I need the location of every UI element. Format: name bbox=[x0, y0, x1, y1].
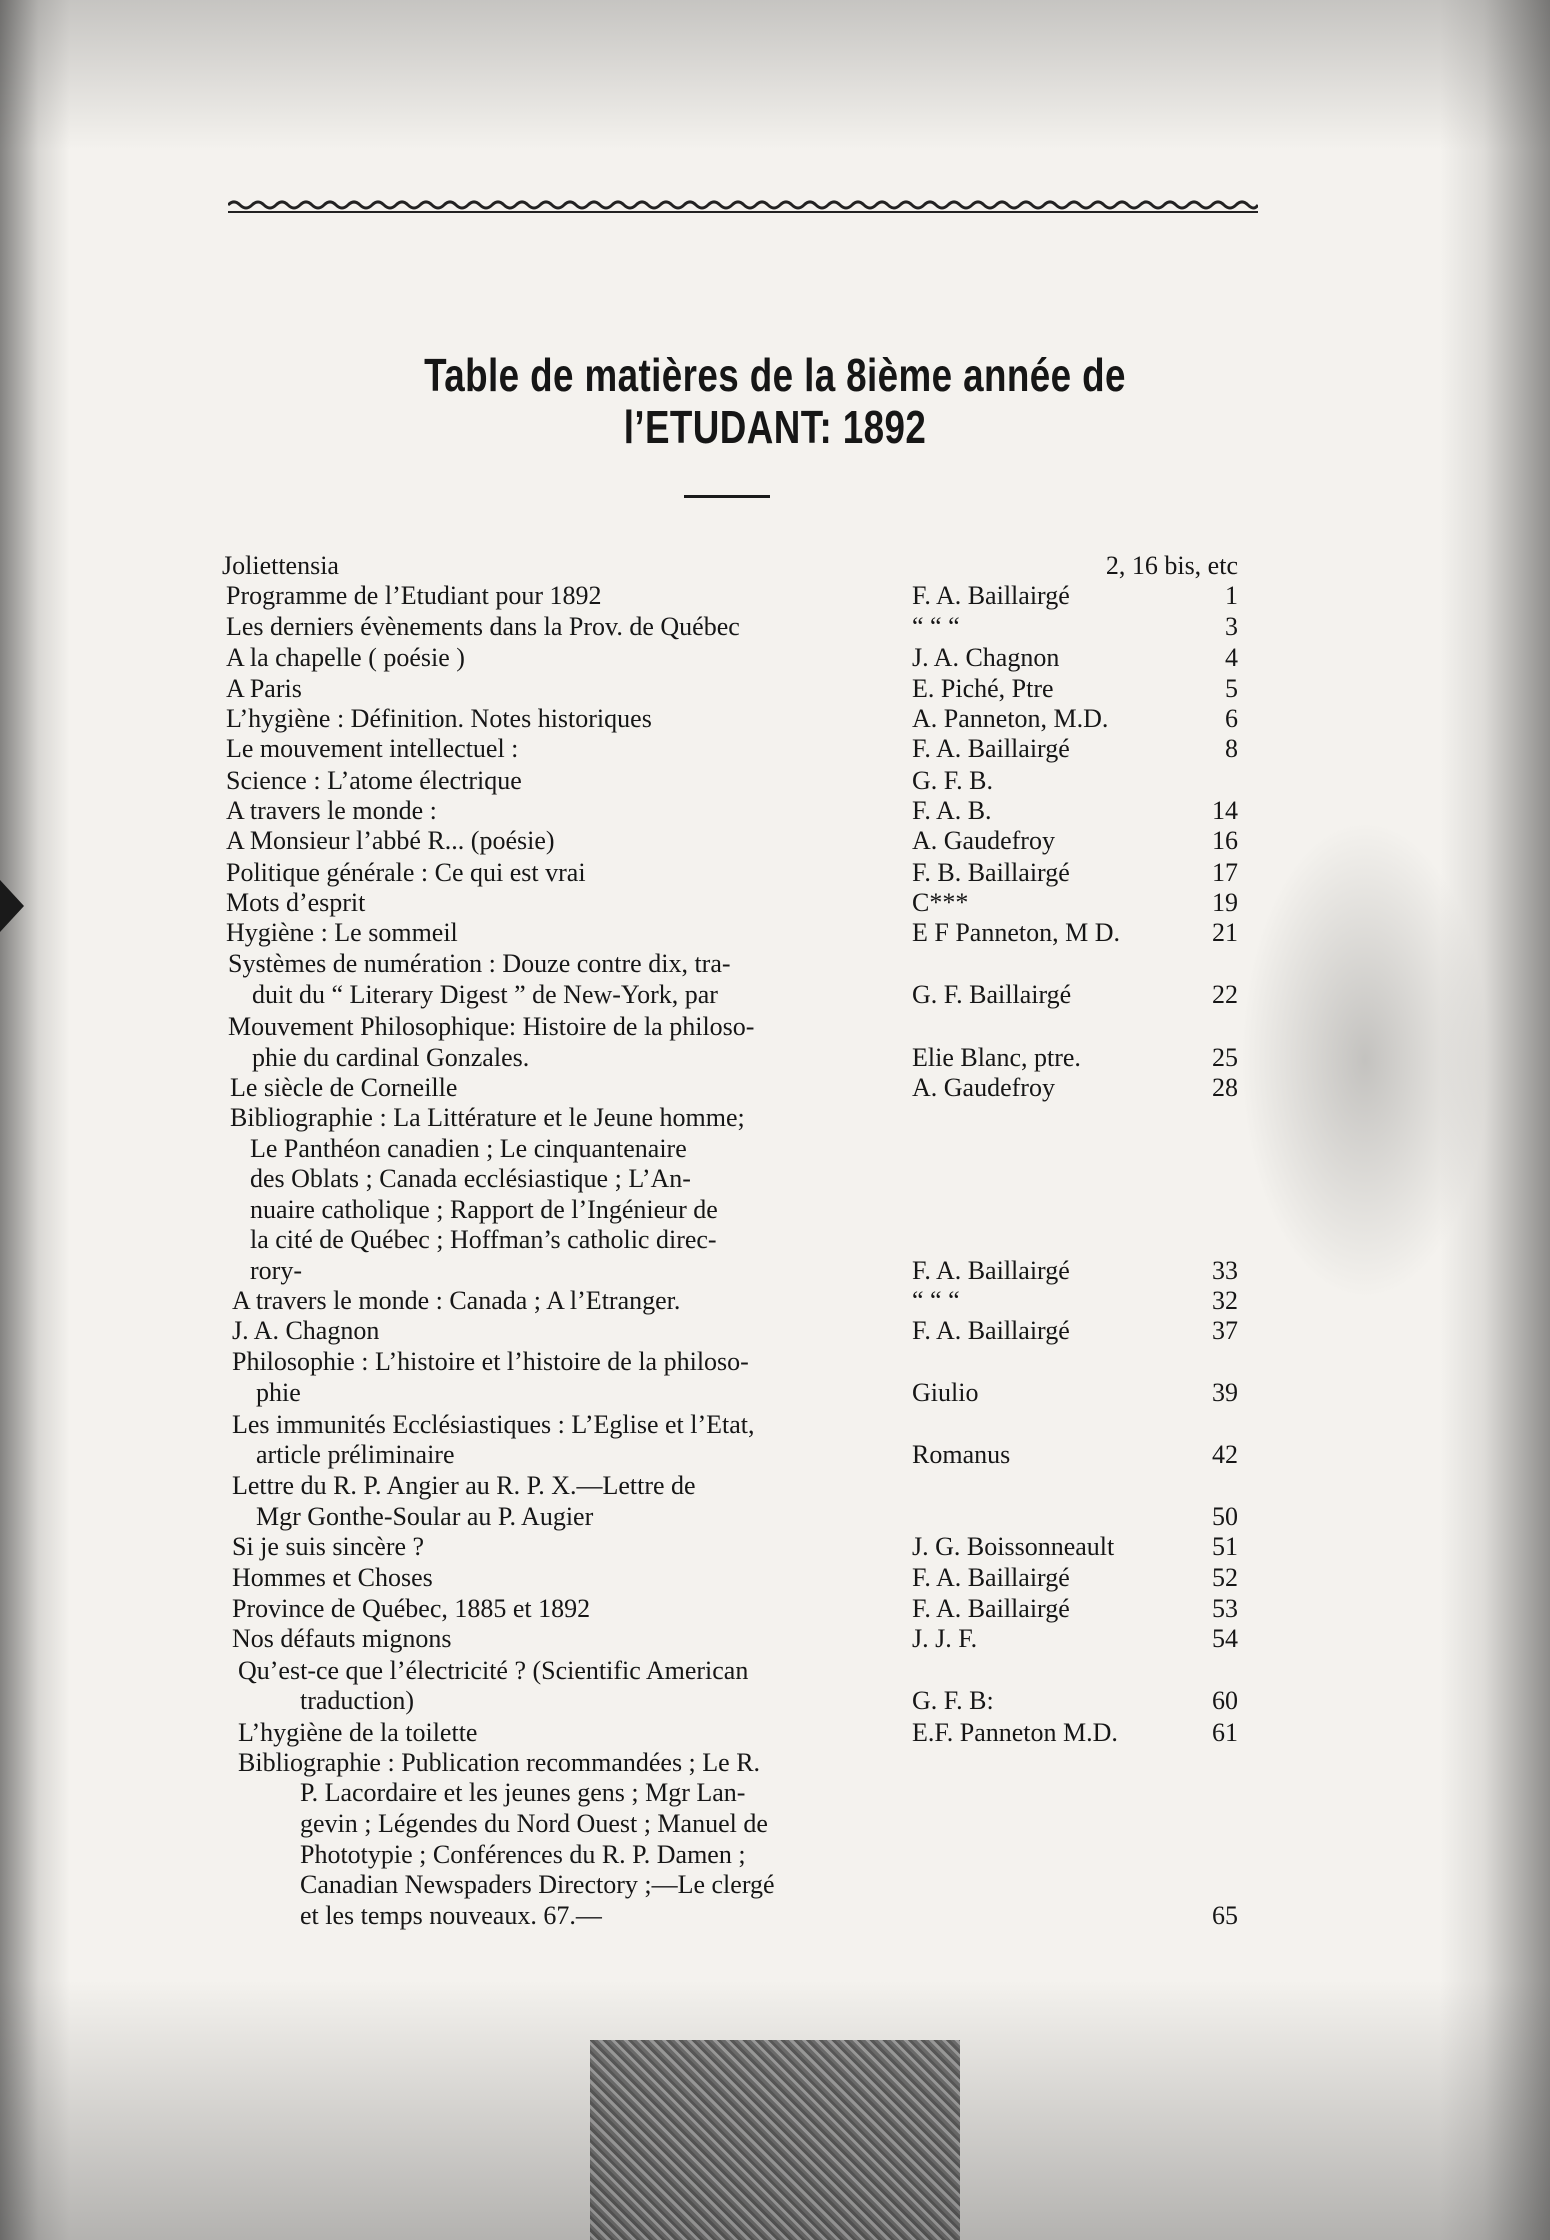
toc-entry bbox=[0, 1750, 1550, 1780]
toc-entry-page: 60 bbox=[1212, 1686, 1238, 1715]
toc-entry-page: 3 bbox=[1225, 612, 1238, 641]
toc-entry-title: Phototypie ; Conférences du R. P. Damen ; bbox=[300, 1840, 746, 1869]
toc-entry bbox=[0, 645, 1550, 675]
toc-entry-author: Giulio bbox=[912, 1378, 979, 1407]
toc-entry bbox=[0, 920, 1550, 950]
toc-entry-page: 28 bbox=[1212, 1073, 1238, 1102]
toc-entry bbox=[0, 1412, 1550, 1442]
toc-entry-page: 6 bbox=[1225, 704, 1238, 733]
toc-entry bbox=[0, 706, 1550, 736]
toc-entry-page: 65 bbox=[1212, 1901, 1238, 1930]
toc-entry bbox=[0, 1136, 1550, 1166]
toc-entry-page: 42 bbox=[1212, 1440, 1238, 1469]
toc-entry-author: G. F. B. bbox=[912, 766, 993, 795]
toc-entry bbox=[0, 1780, 1550, 1810]
toc-entry-title: Si je suis sincère ? bbox=[232, 1532, 425, 1561]
toc-entry bbox=[0, 1258, 1550, 1288]
toc-entry-page: 53 bbox=[1212, 1594, 1238, 1623]
toc-entry-title: phie bbox=[256, 1378, 301, 1407]
toc-entry-author: F. B. Baillairgé bbox=[912, 858, 1070, 887]
toc-entry-page: 2, 16 bis, etc bbox=[1105, 551, 1238, 580]
toc-entry bbox=[0, 1197, 1550, 1227]
toc-entry bbox=[0, 982, 1550, 1012]
toc-entry-title: Bibliographie : Publication recommandées ; Le R. bbox=[238, 1748, 761, 1777]
toc-entry bbox=[0, 1658, 1550, 1688]
toc-entry-page: 25 bbox=[1212, 1043, 1238, 1072]
toc-entry-author: J. J. F. bbox=[912, 1624, 978, 1653]
toc-entry-author: E.F. Panneton M.D. bbox=[912, 1718, 1118, 1747]
toc-entry-page: 1 bbox=[1225, 581, 1238, 610]
toc-entry-page: 37 bbox=[1212, 1316, 1238, 1345]
toc-entry-author: Elie Blanc, ptre. bbox=[912, 1043, 1081, 1072]
toc-entry-page: 4 bbox=[1225, 643, 1238, 672]
toc-entry-author: F. A. Baillairgé bbox=[912, 1316, 1070, 1345]
toc-entry bbox=[0, 828, 1550, 858]
toc-entry-title: Le mouvement intellectuel : bbox=[226, 734, 519, 763]
toc-entry-title: Nos défauts mignons bbox=[232, 1624, 452, 1653]
toc-entry bbox=[0, 951, 1550, 981]
toc-entry-title: Politique générale : Ce qui est vrai bbox=[226, 858, 586, 887]
toc-entry-title: Hommes et Choses bbox=[232, 1563, 433, 1592]
toc-entry-author: “ “ “ bbox=[912, 612, 960, 641]
toc-entry-title: Province de Québec, 1885 et 1892 bbox=[232, 1594, 591, 1623]
toc-entry-author: Romanus bbox=[912, 1440, 1011, 1469]
toc-entry-page: 39 bbox=[1212, 1378, 1238, 1407]
toc-entry-page: 51 bbox=[1212, 1532, 1238, 1561]
toc-entry bbox=[0, 1688, 1550, 1718]
toc-entry-page: 19 bbox=[1212, 888, 1238, 917]
toc-entry bbox=[0, 1075, 1550, 1105]
toc-entry-title: Mots d’esprit bbox=[226, 888, 366, 917]
toc-entry-author: A. Gaudefroy bbox=[912, 826, 1055, 855]
toc-entry bbox=[0, 1534, 1550, 1564]
toc-entry-title: Programme de l’Etudiant pour 1892 bbox=[226, 581, 602, 610]
toc-entry bbox=[0, 1720, 1550, 1750]
toc-entry-author: C*** bbox=[912, 888, 969, 917]
toc-entry-page: 52 bbox=[1212, 1563, 1238, 1592]
toc-entry bbox=[0, 1166, 1550, 1196]
toc-entry-title: Science : L’atome électrique bbox=[226, 766, 522, 795]
toc-entry bbox=[0, 1811, 1550, 1841]
toc-entry-title: Hygiène : Le sommeil bbox=[226, 918, 458, 947]
toc-entry bbox=[0, 798, 1550, 828]
toc-entry-author: G. F. Baillairgé bbox=[912, 980, 1072, 1009]
toc-entry-title: P. Lacordaire et les jeunes gens ; Mgr Lan- bbox=[300, 1778, 746, 1807]
toc-entry-title: J. A. Chagnon bbox=[232, 1316, 380, 1345]
toc-entry bbox=[0, 1227, 1550, 1257]
toc-entry-title: des Oblats ; Canada ecclésiastique ; L’An- bbox=[250, 1164, 691, 1193]
toc-entry-title: Philosophie : L’histoire et l’histoire de la philoso- bbox=[232, 1347, 749, 1376]
toc-entry-title: la cité de Québec ; Hoffman’s catholic direc- bbox=[250, 1225, 717, 1254]
toc-entry-title: nuaire catholique ; Rapport de l’Ingénieur de bbox=[250, 1195, 718, 1224]
toc-entry-title: traduction) bbox=[300, 1686, 415, 1715]
toc-entry bbox=[0, 768, 1550, 798]
toc-entry-author: F. A. Baillairgé bbox=[912, 734, 1070, 763]
page-title-line-2: l’ETUDANT: 1892 bbox=[623, 401, 927, 453]
toc-entry-title: Le Panthéon canadien ; Le cinquantenaire bbox=[250, 1134, 687, 1163]
toc-entry-title: A Monsieur l’abbé R... (poésie) bbox=[226, 826, 555, 855]
toc-entry-page: 8 bbox=[1225, 734, 1238, 763]
toc-entry-title: Qu’est-ce que l’électricité ? (Scientific American bbox=[238, 1656, 749, 1685]
toc-entry-title: A la chapelle ( poésie ) bbox=[226, 643, 465, 672]
toc-entry-author: J. G. Boissonneault bbox=[912, 1532, 1115, 1561]
toc-entry-title: rory- bbox=[250, 1256, 302, 1285]
toc-entry-title: article préliminaire bbox=[256, 1440, 455, 1469]
toc-entry-author: F. A. B. bbox=[912, 796, 992, 825]
toc-entry bbox=[0, 860, 1550, 890]
toc-entry-page: 14 bbox=[1212, 796, 1238, 825]
toc-entry-title: gevin ; Légendes du Nord Ouest ; Manuel de bbox=[300, 1809, 768, 1838]
toc-entry-author: E. Piché, Ptre bbox=[912, 674, 1054, 703]
toc-entry-title: Systèmes de numération : Douze contre dix, tra- bbox=[228, 949, 731, 978]
toc-entry-title: A Paris bbox=[226, 674, 302, 703]
toc-entry bbox=[0, 1872, 1550, 1902]
toc-entry bbox=[0, 1349, 1550, 1379]
toc-entry-title: L’hygiène : Définition. Notes historiques bbox=[226, 704, 652, 733]
toc-entry bbox=[0, 1626, 1550, 1656]
toc-entry-title: L’hygiène de la toilette bbox=[238, 1718, 478, 1747]
toc-entry-page: 21 bbox=[1212, 918, 1238, 947]
toc-entry-title: Mgr Gonthe-Soular au P. Augier bbox=[256, 1502, 594, 1531]
toc-entry bbox=[0, 583, 1550, 613]
toc-entry bbox=[0, 736, 1550, 766]
toc-entry-author: A. Panneton, M.D. bbox=[912, 704, 1109, 733]
toc-entry bbox=[0, 1442, 1550, 1472]
toc-entry-author: F. A. Baillairgé bbox=[912, 1563, 1070, 1592]
toc-entry-page: 16 bbox=[1212, 826, 1238, 855]
toc-entry-title: A travers le monde : Canada ; A l’Etranger. bbox=[232, 1286, 681, 1315]
toc-entry-author: F. A. Baillairgé bbox=[912, 1256, 1070, 1285]
toc-entry bbox=[0, 1318, 1550, 1348]
toc-entry-page: 33 bbox=[1212, 1256, 1238, 1285]
toc-entry-page: 22 bbox=[1212, 980, 1238, 1009]
toc-entry bbox=[0, 1014, 1550, 1044]
toc-entry-author: G. F. B: bbox=[912, 1686, 994, 1715]
toc-entry-author: F. A. Baillairgé bbox=[912, 1594, 1070, 1623]
toc-entry-page: 54 bbox=[1212, 1624, 1238, 1653]
toc-entry bbox=[0, 1380, 1550, 1410]
toc-entry-title: duit du “ Literary Digest ” de New-York, par bbox=[252, 980, 718, 1009]
toc-entry-title: Le siècle de Corneille bbox=[230, 1073, 458, 1102]
toc-entry-title: Les immunités Ecclésiastiques : L’Eglise et l’Etat, bbox=[232, 1410, 755, 1439]
toc-entry-page: 5 bbox=[1225, 674, 1238, 703]
toc-entry bbox=[0, 890, 1550, 920]
toc-entry bbox=[0, 1842, 1550, 1872]
toc-entry-page: 50 bbox=[1212, 1502, 1238, 1531]
toc-entry-page: 17 bbox=[1212, 858, 1238, 887]
toc-entry-title: Canadian Newspaders Directory ;—Le clergé bbox=[300, 1870, 775, 1899]
toc-entry bbox=[0, 1504, 1550, 1534]
toc-entry bbox=[0, 1288, 1550, 1318]
toc-entry bbox=[0, 1903, 1550, 1933]
toc-entry bbox=[0, 1045, 1550, 1075]
toc-entry-title: et les temps nouveaux. 67.— bbox=[300, 1901, 602, 1930]
toc-entry bbox=[0, 1105, 1550, 1135]
toc-entry bbox=[0, 553, 1550, 583]
toc-entry-page: 32 bbox=[1212, 1286, 1238, 1315]
toc-entry-author: A. Gaudefroy bbox=[912, 1073, 1055, 1102]
toc-entry bbox=[0, 1596, 1550, 1626]
toc-entry-page: 61 bbox=[1212, 1718, 1238, 1747]
toc-entry-title: A travers le monde : bbox=[226, 796, 437, 825]
toc-entry-title: Bibliographie : La Littérature et le Jeune homme; bbox=[230, 1103, 745, 1132]
toc-entry-author: “ “ “ bbox=[912, 1286, 960, 1315]
toc-entry-title: Joliettensia bbox=[222, 551, 339, 580]
toc-entry bbox=[0, 614, 1550, 644]
toc-entry bbox=[0, 1473, 1550, 1503]
toc-entry bbox=[0, 676, 1550, 706]
toc-entry-title: Lettre du R. P. Angier au R. P. X.—Lettre de bbox=[232, 1471, 696, 1500]
toc-entry-author: F. A. Baillairgé bbox=[912, 581, 1070, 610]
toc-entry-title: Mouvement Philosophique: Histoire de la philoso- bbox=[228, 1012, 755, 1041]
toc-entry-author: E F Panneton, M D. bbox=[912, 918, 1120, 947]
toc-entry-title: Les derniers évènements dans la Prov. de Québec bbox=[226, 612, 740, 641]
page-title-line-1: Table de matières de la 8ième année de bbox=[424, 349, 1126, 401]
toc-entry-title: phie du cardinal Gonzales. bbox=[252, 1043, 530, 1072]
toc-entry-author: J. A. Chagnon bbox=[912, 643, 1060, 672]
toc-entry bbox=[0, 1565, 1550, 1595]
